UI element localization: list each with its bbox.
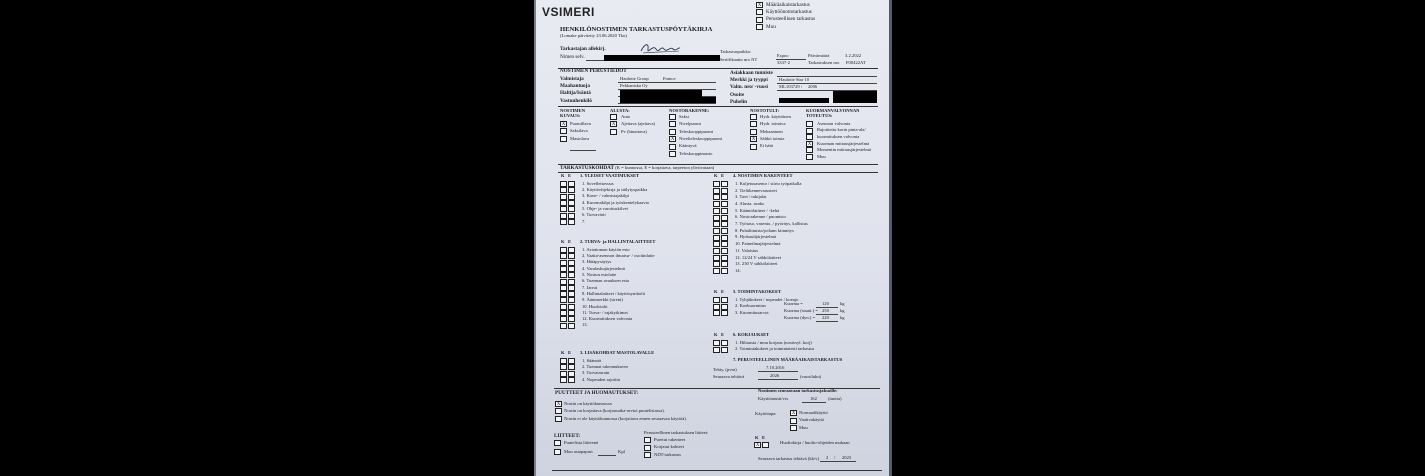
sec3-item: 3. Turvatarrain [582, 370, 610, 376]
attachments-count-suffix: Kpl [618, 449, 625, 454]
sec4-k-box[interactable] [713, 248, 720, 254]
sec4-e-box[interactable] [721, 255, 728, 261]
sec5-item: 2. Koekuormitus [735, 303, 766, 309]
form-subtitle: (Lomake päivitetty 23.06.2020 Tku) [560, 33, 627, 38]
basic-right-labels: Asiakkaan tunniste Merkki ja tyyppi Valm. nro/ -vuosi Osoite Puhelin [730, 70, 773, 105]
sec2-k-box[interactable] [560, 253, 567, 259]
sec4-e-box[interactable] [721, 208, 728, 214]
sec1-item: 3. Kone- / valmistajakilpi [582, 193, 629, 199]
sec2-k-box[interactable] [560, 266, 567, 272]
col3-label: Saksi [679, 113, 689, 119]
perus-checkbox[interactable] [644, 437, 651, 443]
brand-type-value: Haulotte Star 10 [779, 77, 810, 82]
sec1-item: 2. Käyttöohjekirja ja säilytyspaikka [582, 187, 648, 193]
sec6-item: 1. Hiltausta / muu korjaus (nostosyl. korj) [735, 339, 812, 345]
next-inspection-title: Nostimen seuraavaan tarkastusjaksoille: [758, 388, 838, 393]
sec1-e-box[interactable] [568, 206, 575, 212]
next-month-value: 2 [826, 455, 829, 460]
sec4-k-box[interactable] [713, 215, 720, 221]
sec1-k-box[interactable] [560, 194, 567, 200]
sec2-k-box[interactable] [560, 260, 567, 266]
sec1-item: 5. Ohje- ja varoituskilvet [582, 206, 628, 211]
sec4-title: 4. NOSTIMEN RAKENTEET [733, 173, 793, 178]
col2-checkbox[interactable] [610, 114, 617, 120]
inspection-form-sheet: VSIMERI X Määräaikaistarkastus Käyttöönottotarkastus Perusteellinen tarkastus Muu HENKILÖNOSTIMEN TARKASTUSPÖYTÄKIRJA (Lomake päivitetty 23.06.2020 Tku) Tarkastajan allekirj. Nimen selv. Tarkastuspaikka: Sertifikaatin nro NT Espoo 3337-2 Päivämäärä 3.2.2022 Tarkastuksen nro F00422AT NOSTIMEN PERUSTIEDOT Valmistaja Maahantuoja Haltija/Isäntä Vastuuhenkilö Haulotte Group France Pekkaniska Oy Asiakkaan tunniste Merkki ja tyyppi Valm. nro/ -vuosi Osoite Puhelin Haulotte Star 10 ML103729 / 2006 NOSTIMEN KUVAUS: X Puomillava Saksilava Mastolava ALUSTA: Auto X Ajettava (ajettava) Pv (hinattava) NOSTORAKENNE: Saksi Nivelpuomi Teleskooppipuomi X Nivelteleskooppipuomi Kääntyvä Teleskooppimasto NOSTOTULT: Hydr. käyttöinen Hydr. toimiva Mekaaninen X Sähkö toimia Ei hätä KUORMANVALVONNAN TOTEUTUS: Asennon valvonta Rajoittettu korin pinta-ala/ kuormituksen valvonta X Kuorman mittausjärjestelmä Momentin mittausjärjestelmä Muu TARKASTUSKOHDAT (K = kunnossa, E = korjattava, tarpeeton yliviivataan) K E 1. YLEISET VAATIMUKSET 1. Sovellettavuus 2. Käyttöohjekirja ja säilytyspaikka 3. Kone- / valmistajakilpi 4. Kuormakilpi ja työskentelykaavio 5. Ohje- ja varoituskilvet 6. Turvavärit 7. K E 2. TURVA- ja HALLINTALAITTEET 1. Asiattoman käytön esto 2. Vaaka-asennon ilmaisu- / osoitinlaite 3. Hätäpysäytys 4. Varalaskujärjestelmä 5. Nostun estolaite 6. Tuennan avauksen esto 7. Jarrut 8. Hallintalaitteet / käyttösymbolit 9. Äänimerkki (sireni) 10. Huolotoki 11. Turva- / rajakytkimet 12. Kuormituksen valvonta 13. K E 3. LISÄKOHDAT MASTOLAVALLE 1. Säännöt 2. Tuennat rakennukseen 3. Turvatarrain 4. Nopeuden rajoitin K E 4. NOSTIMEN RAKENTEET 1. Kuljetusasento / siirto työpaikalla 2. Tieliikennevarusteet 3. Tuet / tukijalat 4. Alusta, runko 5. Kääntölaitteet / -kehä 6. Nostorakenne / puomisto 7. Työtaso, vasento, / pyöritys, kallistus 8. Puhaltimista/joilann kiinnitys 9. Hydraulijärjestelmä 10. Paineilmajärjestelmä 11. Valaistus 12. 12/24 V sähkölaitteet 13. 230 V sähkölaitteet 14. K E 5. TOIMINTAKOKEET 1. Tyhjäkokeet / nopeudet / koeajo 2. Koekuormitus 3. Kuormitusarvot K E 6. KORJAUKSET 1. Hiltausta / muu korjaus (nostosyl. korj) 2. Toimintakokeet ja toimintatesti tarkastus Kuorma = 120 kg Kuorma (staatt.) = 250 kg Kuorma (dyn.) = 220 kg 7. PERUSTEELLINEN MÄÄRÄAIKAISTARKASTUS Tehty, (pvm) 7.10.2016 Seuraava tehtävä 2026 (vuosiluku) PUUTTEET JA HUOMAUTUKSET: X Nostin on käyttökunnossa Nostin on korjattava (korjausaika-arviot puutelistassa). Nostin ei ole käyttökunnossa (korjattava ennen seuraavaa käyttöä). Nostimen seuraavaan tarkastusjaksoille: Käyttötunnit/vrs 162 (tuntia) Käyttötapa: X Normaalikäyttö Vaativakäyttö Muu K E X Huoltokirja / huolto-ohjeiden mukaan Seuraava tarkastus tehtävä (kk/v) 2 / 2023 LIITTEET: Puutelista liitteenä Muu asiapapuri Kpl Perusteellinen tarkastuksen liitteet: Puretut rakenteet Korjatut kohteet NDT-tarkastus [534, 0, 892, 476]
sec2-k-box[interactable] [560, 279, 567, 285]
sec4-k-box[interactable] [713, 201, 720, 207]
col4-checkbox[interactable] [750, 144, 757, 150]
col4-label: Ei hätä [760, 143, 773, 149]
remarks-checkbox[interactable]: X [556, 402, 561, 407]
inspection-type-checkbox[interactable] [756, 17, 763, 23]
remarks-label: Nostin on käyttökunnossa [564, 400, 612, 406]
year-value: 2006 [808, 84, 818, 89]
sec4-e-box[interactable] [721, 241, 728, 247]
serial-value: ML103729 [779, 84, 800, 89]
sec7-next-value: 2026 [770, 373, 780, 378]
sec6-k-box[interactable] [713, 347, 720, 353]
name-label: Nimen selv. [560, 54, 585, 60]
col3-checkbox[interactable]: X [670, 137, 675, 143]
sec2-item: 3. Hätäpysäytys [582, 259, 612, 265]
usage-checkbox[interactable] [790, 418, 797, 424]
col4-label: Hydr. käyttöinen [760, 113, 791, 119]
hours-suffix: (tuntia) [828, 396, 842, 401]
load-label: Kuorma (staatt.) = [784, 308, 818, 313]
col5-checkbox[interactable] [806, 121, 813, 127]
sec4-e-box[interactable] [721, 221, 728, 227]
sec1-item: 6. Turvavärit [582, 212, 606, 218]
sec4-k-box[interactable] [713, 255, 720, 261]
sec1-k-box[interactable] [560, 200, 567, 206]
col1-label: Mastolava [570, 135, 590, 141]
perus-checkbox[interactable] [644, 452, 651, 458]
sec2-e-box[interactable] [568, 260, 575, 266]
col3-label: Teleskooppimasto [679, 150, 713, 156]
sec4-e-box[interactable] [721, 201, 728, 207]
sec4-item: 14. [735, 267, 741, 273]
sec1-e-box[interactable] [568, 213, 575, 219]
sec1-k-box[interactable] [560, 213, 567, 219]
col5-label: Muu [817, 153, 826, 159]
sec1-ke-header: K E [561, 173, 572, 178]
sec1-k-box[interactable] [560, 181, 567, 187]
sec1-item: 4. Kuormakilpi ja työskentelykaavio [582, 199, 650, 205]
sec4-e-box[interactable] [721, 194, 728, 200]
col1-label: Puomillava [570, 120, 591, 126]
sec6-item: 2. Toimintakokeet ja toimintatesti tarkastus [735, 346, 815, 352]
col4-checkbox[interactable] [750, 129, 757, 135]
col2-title: ALUSTA: [610, 108, 630, 113]
sec4-item: 13. 230 V sähkölaitteet [735, 261, 778, 267]
sec2-item: 4. Varalaskujärjestelmä [582, 265, 625, 271]
sec4-k-box[interactable] [713, 188, 720, 194]
sec4-item: 9. Hydraulijärjestelmä [735, 234, 777, 240]
inspection-type-label: Käyttöönottotarkastus [766, 9, 812, 15]
sec4-item: 6. Nostorakenne / puomisto [735, 214, 786, 220]
sec5-e-box[interactable] [721, 310, 728, 316]
manual-k-box[interactable]: X [755, 443, 760, 448]
sec4-e-box[interactable] [721, 248, 728, 254]
sec2-item: 7. Jarrut [582, 284, 598, 290]
country-value: France [663, 76, 676, 81]
redacted-responsible [620, 97, 716, 103]
load-value: 250 [822, 308, 829, 313]
col4-checkbox[interactable]: X [751, 137, 756, 143]
inspection-type-checkbox[interactable] [756, 24, 763, 30]
sec7-done-label: Tehty, (pvm) [713, 367, 737, 372]
col1-title: NOSTIMEN KUVAUS: [560, 108, 586, 119]
sec2-e-box[interactable] [568, 266, 575, 272]
sec4-k-box[interactable] [713, 228, 720, 234]
sec2-item: 13. [582, 322, 588, 328]
sec6-k-box[interactable] [713, 340, 720, 346]
sec6-ke-header: K E [714, 332, 725, 337]
sec4-item: 11. Valaistus [735, 247, 759, 253]
col3-checkbox[interactable] [669, 151, 676, 157]
sec3-k-box[interactable] [560, 371, 567, 377]
col5-checkbox[interactable] [806, 128, 813, 134]
inspection-type-label: Perusteellinen tarkastus [766, 16, 816, 23]
usage-checkbox[interactable]: X [791, 411, 796, 416]
sec2-e-box[interactable] [568, 253, 575, 259]
sec3-e-box[interactable] [568, 358, 575, 364]
attachments-title: LIITTEET: [554, 433, 581, 439]
cert-value: 3337-2 [777, 60, 791, 65]
col5-label: Rajoittettu korin pinta-ala/ [817, 127, 866, 133]
col1-checkbox[interactable] [560, 128, 567, 134]
sec2-e-box[interactable] [568, 291, 575, 297]
col2-label: Pv (hinattava) [621, 128, 647, 134]
inspection-type-label: Määräaikaistarkastus [766, 1, 810, 8]
col2-label: Ajettava (ajettava) [621, 121, 656, 127]
inspector-signature [639, 40, 681, 56]
sec4-item: 3. Tuet / tukijalat [735, 194, 767, 200]
importer-value: Pekkaniska Oy [620, 83, 648, 88]
sec7-done-value: 7.10.2016 [766, 365, 785, 370]
col5-checkbox[interactable] [806, 147, 813, 153]
col4-checkbox[interactable] [750, 114, 757, 120]
col3-title: NOSTORAKENNE: [669, 108, 710, 113]
sec5-item: 3. Kuormitusarvot [735, 310, 769, 315]
sec5-title: 5. TOIMINTAKOKEET [733, 289, 782, 294]
col3-checkbox[interactable] [669, 114, 676, 120]
sec2-e-box[interactable] [568, 310, 575, 316]
sec7-next-label: Seuraava tehtävä [713, 374, 745, 379]
usage-label: Vaativakäyttö [799, 417, 825, 423]
sec2-item: 10. Huolotoki [582, 303, 608, 309]
sec4-e-box[interactable] [721, 188, 728, 194]
sec5-k-box[interactable] [713, 304, 720, 310]
simeri-logo [542, 6, 595, 18]
sec5-k-box[interactable] [713, 310, 720, 316]
remarks-label: Nostin on korjattava (korjausaika-arviot puutelistassa). [564, 408, 665, 414]
col1-label: Saksilava [570, 128, 588, 134]
usage-label: Käyttötapa: [755, 411, 777, 416]
attach-checkbox[interactable] [554, 449, 561, 455]
redacted-phone [779, 98, 829, 103]
col4-label: Mekaaninen [760, 128, 783, 134]
sec2-item: 2. Vaaka-asennon ilmaisu- / osoitinlaite [582, 253, 655, 259]
sec4-ke-header: K E [714, 173, 725, 178]
place-value: Espoo [777, 53, 789, 58]
basic-left-labels: Valmistaja Maahantuoja Haltija/Isäntä Vastuuhenkilö [560, 76, 592, 104]
sec4-e-box[interactable] [721, 235, 728, 241]
redacted-address [833, 91, 877, 103]
sec4-k-box[interactable] [713, 241, 720, 247]
col1-checkbox[interactable] [560, 136, 567, 142]
sec3-item: 4. Nopeuden rajoitin [582, 376, 620, 382]
inspection-type-checkbox[interactable]: X [757, 3, 762, 8]
sec3-k-box[interactable] [560, 364, 567, 370]
sec6-e-box[interactable] [721, 347, 728, 353]
col4-checkbox[interactable] [750, 121, 757, 127]
col5-label: kuormituksen valvonta [817, 134, 860, 139]
sec4-k-box[interactable] [713, 268, 720, 274]
col3-label: Kääntyvä [679, 143, 697, 149]
sec2-e-box[interactable] [568, 285, 575, 291]
sec2-item: 6. Tuennan avauksen esto [582, 278, 630, 284]
load-label: Kuorma = [784, 301, 803, 306]
date-label: Päivämäärä [808, 53, 830, 58]
manual-label: Huoltokirja / huolto-ohjeiden mukaan [780, 440, 850, 445]
sec2-e-box[interactable] [568, 272, 575, 278]
sec3-e-box[interactable] [568, 364, 575, 370]
perus-attachments-title: Perusteellinen tarkastuksen liitteet: [644, 430, 709, 435]
load-value: 120 [822, 301, 829, 306]
sec1-k-box[interactable] [560, 219, 567, 225]
usage-label: Normaalikäyttö [799, 409, 828, 415]
col4-label: Sähkö toimia [760, 136, 785, 141]
sec7-next-suffix: (vuosiluku) [800, 374, 822, 379]
basic-info-title: NOSTIMEN PERUSTIEDOT [560, 68, 627, 74]
sec4-item: 4. Alusta, runko [735, 200, 765, 206]
sec2-e-box[interactable] [568, 316, 575, 322]
protocol-value: F00422AT [846, 60, 866, 65]
perus-label: Puretut rakenteet [654, 436, 686, 442]
inspection-title: TARKASTUSKOHDAT (K = kunnossa, E = korjattava, tarpeeton yliviivataan) [560, 165, 715, 171]
hours-label: Käyttötunnit/vrs [758, 396, 789, 401]
col4-title: NOSTOTULT: [750, 108, 780, 113]
sec4-e-box[interactable] [721, 215, 728, 221]
sec3-k-box[interactable] [560, 377, 567, 383]
sec5-e-box[interactable] [721, 297, 728, 303]
sec1-e-box[interactable] [568, 187, 575, 193]
sec3-item: 1. Säännöt [582, 357, 602, 363]
col4-label: Hydr. toimiva [760, 121, 786, 127]
sec2-title: 2. TURVA- ja HALLINTALAITTEET [580, 239, 656, 244]
attach-checkbox[interactable] [554, 440, 561, 446]
sec4-item: 2. Tieliikennevarusteet [735, 187, 777, 193]
redacted-inspector-name [604, 55, 720, 61]
sec5-ke-header: K E [714, 289, 725, 294]
cert-label: Sertifikaatin nro NT [720, 57, 758, 62]
usage-checkbox[interactable] [790, 425, 797, 431]
sec6-title: 6. KORJAUKSET [733, 332, 770, 337]
logo-text: SIMERI [550, 5, 595, 19]
sec4-item: 1. Kuljetusasento / siirto työpaikalla [735, 180, 802, 186]
sec2-ke-header: K E [561, 239, 572, 244]
sec2-item: 12. Kuormituksen valvonta [582, 316, 633, 322]
attach-label: Puutelista liitteenä [564, 439, 599, 445]
hours-value: 162 [810, 396, 817, 401]
sec4-k-box[interactable] [713, 208, 720, 214]
sec5-k-box[interactable] [713, 297, 720, 303]
sec2-k-box[interactable] [560, 304, 567, 310]
sec4-e-box[interactable] [721, 181, 728, 187]
col3-checkbox[interactable] [669, 121, 676, 127]
sec2-e-box[interactable] [568, 323, 575, 329]
sec1-e-box[interactable] [568, 200, 575, 206]
perus-label: Korjatut kohteet [654, 444, 684, 450]
sec5-e-box[interactable] [721, 304, 728, 310]
sec5-item: 1. Tyhjäkokeet / nopeudet / koeajo [735, 296, 799, 302]
manufacturer-value: Haulotte Group [620, 76, 649, 81]
signature-label: Tarkastajan allekirj. [560, 46, 606, 52]
col3-label: Nivelpuomi [679, 121, 701, 127]
col2-checkbox[interactable]: X [611, 122, 616, 128]
date-value: 3.2.2022 [845, 53, 862, 58]
sec1-k-box[interactable] [560, 187, 567, 193]
sec2-k-box[interactable] [560, 323, 567, 329]
sec6-e-box[interactable] [721, 340, 728, 346]
load-value: 220 [822, 315, 829, 320]
sec1-item: 1. Sovellettavuus [582, 180, 614, 186]
sec2-k-box[interactable] [560, 310, 567, 316]
load-unit: kg [840, 308, 845, 313]
sec1-e-box[interactable] [568, 219, 575, 225]
next-year-value: 2023 [842, 455, 852, 460]
col5-checkbox[interactable] [806, 154, 813, 160]
col3-label: Nivelteleskooppipuomi [679, 136, 723, 141]
sec3-e-box[interactable] [568, 377, 575, 383]
sec1-item: 7. [582, 218, 586, 224]
sec2-k-box[interactable] [560, 291, 567, 297]
logo-mark-icon: V [542, 5, 551, 19]
place-label: Tarkastuspaikka: [720, 49, 752, 54]
col3-checkbox[interactable] [669, 129, 676, 135]
load-unit: kg [840, 301, 845, 306]
col3-label: Teleskooppipuomi [679, 128, 714, 134]
sec4-item: 12. 12/24 V sähkölaitteet [735, 254, 782, 260]
sec1-k-box[interactable] [560, 206, 567, 212]
sec2-k-box[interactable] [560, 272, 567, 278]
col5-label: Kuorman mittausjärjestelmä [817, 140, 870, 146]
sec4-e-box[interactable] [721, 261, 728, 267]
sec4-item: 10. Paineilmajärjestelmä [735, 241, 781, 247]
sec4-k-box[interactable] [713, 261, 720, 267]
sec4-e-box[interactable] [721, 228, 728, 234]
sec4-e-box[interactable] [721, 268, 728, 274]
inspection-type-checkbox[interactable] [756, 9, 763, 15]
sec4-k-box[interactable] [713, 181, 720, 187]
col5-label: Momentin mittausjärjestelmä [817, 147, 871, 153]
sec2-e-box[interactable] [568, 304, 575, 310]
sec4-k-box[interactable] [713, 235, 720, 241]
load-label: Kuorma (dyn.) = [784, 315, 816, 320]
sec3-ke-header: K E [561, 350, 572, 355]
usage-label: Muu [799, 425, 808, 430]
sec2-e-box[interactable] [568, 247, 575, 253]
sec3-k-box[interactable] [560, 358, 567, 364]
sec1-e-box[interactable] [568, 181, 575, 187]
sec1-title: 1. YLEISET VAATIMUKSET [580, 173, 640, 178]
sec2-item: 8. Hallintalaitteet / käyttösymbolit [582, 290, 646, 296]
protocol-label: Tarkastuksen nro [808, 60, 840, 65]
col2-checkbox[interactable] [610, 129, 617, 135]
manual-e-box[interactable] [762, 442, 769, 448]
sec7-title: 7. PERUSTEELLINEN MÄÄRÄAIKAISTARKASTUS [733, 357, 843, 362]
sec4-item: 7. Työtaso, vasento, / pyöritys, kallistus [735, 221, 808, 226]
load-unit: kg [840, 315, 845, 320]
sec1-e-box[interactable] [568, 194, 575, 200]
col1-checkbox[interactable]: X [561, 122, 566, 127]
perus-label: NDT-tarkastus [654, 452, 681, 457]
sec4-item: 5. Kääntölaitteet / -kehä [735, 207, 780, 213]
sec2-k-box[interactable] [560, 247, 567, 253]
col2-label: Auto [621, 113, 631, 119]
sec2-e-box[interactable] [568, 297, 575, 303]
remarks-checkbox[interactable] [555, 408, 562, 414]
sec4-k-box[interactable] [713, 194, 720, 200]
col5-checkbox[interactable]: X [807, 141, 812, 147]
attach-label: Muu asiapapuri [564, 448, 593, 454]
remarks-checkbox[interactable] [555, 416, 562, 422]
perus-checkbox[interactable] [644, 445, 651, 451]
ke-header-next: K E [755, 435, 766, 440]
form-title: HENKILÖNOSTIMEN TARKASTUSPÖYTÄKIRJA [560, 26, 713, 33]
sec4-k-box[interactable] [713, 221, 720, 227]
sec2-item: 11. Turva- / rajakytkimet [582, 309, 628, 315]
sec3-e-box[interactable] [568, 371, 575, 377]
sec4-item: 8. Puhaltimista/joilann kiinnitys [735, 227, 794, 233]
sec2-k-box[interactable] [560, 297, 567, 303]
sec2-e-box[interactable] [568, 279, 575, 285]
remarks-label: Nostin ei ole käyttökunnossa (korjattava ennen seuraavaa käyttöä). [564, 415, 687, 421]
next-date-label: Seuraava tarkastus tehtävä (kk/v) [758, 456, 820, 461]
redacted-owner [620, 90, 702, 97]
sec3-item: 2. Tuennat rakennukseen [582, 364, 628, 370]
col5-title: KUORMANVALVONNAN TOTEUTUS: [806, 108, 860, 119]
sec2-item: 1. Asiattoman käytön esto [582, 246, 630, 252]
inspection-legend: (K = kunnossa, E = korjattava, tarpeeton yliviivataan) [615, 165, 715, 170]
col5-label: Asennon valvonta [817, 120, 851, 126]
sec3-title: 3. LISÄKOHDAT MASTOLAVALLE [580, 350, 655, 355]
sec2-k-box[interactable] [560, 316, 567, 322]
remarks-title: PUUTTEET JA HUOMAUTUKSET: [555, 390, 639, 396]
col5-checkbox[interactable] [806, 134, 813, 140]
inspection-type-label: Muu [766, 23, 776, 30]
sec2-item: 9. Äänimerkki (sireni) [582, 297, 623, 303]
col3-checkbox[interactable] [669, 144, 676, 150]
sec2-k-box[interactable] [560, 285, 567, 291]
sec2-item: 5. Nostun estolaite [582, 272, 617, 277]
